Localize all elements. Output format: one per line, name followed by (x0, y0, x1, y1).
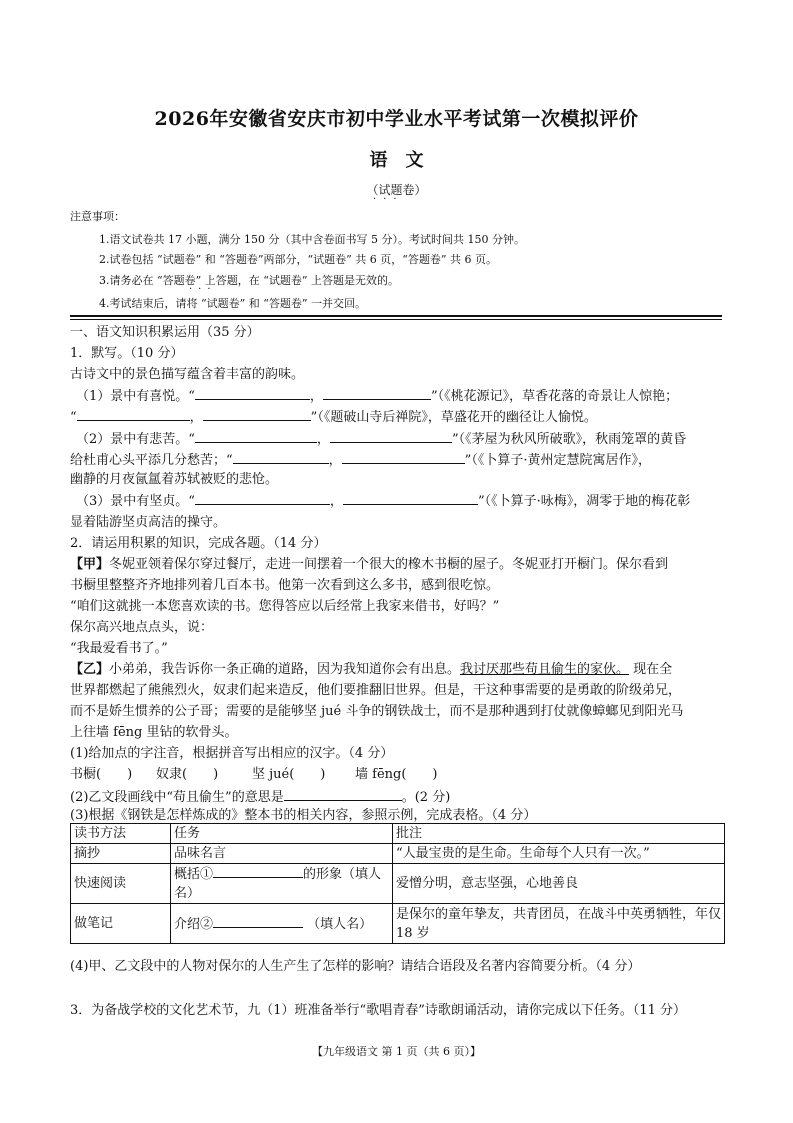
table-row (71, 864, 725, 904)
q1-intro: 古诗文中的景色描写蕴含着丰富的韵味。 (70, 367, 305, 382)
passage-jia-line5: “我最爱看书了。” (70, 641, 168, 656)
answer-blank[interactable] (213, 914, 303, 928)
answer-blank[interactable] (330, 429, 452, 443)
exam-title: 2026年安徽省安庆市初中学业水平考试第一次模拟评价 (154, 108, 639, 130)
q2-sub3: (3)根据《钢铁是怎样炼成的》整本书的相关内容，参照示例，完成表格。（4 分） (70, 808, 537, 823)
table-cell: 品味名言 (171, 844, 393, 864)
volume-emphasis-dots: ··· (373, 194, 404, 205)
answer-blank[interactable] (195, 429, 317, 443)
table-cell: 概括① 的形象（填人 名） (171, 864, 393, 904)
table-cell: 爱憎分明，意志坚强，心地善良 (393, 864, 725, 904)
q2-sub1: (1)给加点的字注音，根据拼音写出相应的汉字。（4 分） (70, 746, 394, 761)
q1-part2-line2: 给杜甫心头平添几分愁苦；“ ， ”（《卜算子·黄州定慧院寓居作》， (70, 449, 651, 468)
answer-blank[interactable] (195, 491, 330, 505)
q2-sub1-item-2[interactable]: 奴隶( ) (156, 767, 219, 782)
answer-blank[interactable] (77, 407, 190, 421)
q2-sub1-item-4[interactable]: 墙 fēng( ) (355, 767, 438, 782)
answer-blank[interactable] (323, 386, 431, 400)
table-cell: 做笔记 (71, 904, 171, 944)
notice-item-2: 2.试卷包括 “试题卷” 和 “答题卷”两部分，“试题卷” 共 6 页，“答题卷” 共 6 页。 (99, 253, 497, 266)
passage-yi-line4: 上往墙 fēng 里钻的软骨头。 (70, 725, 238, 740)
q2-sub4: (4)甲、乙文段中的人物对保尔的人生产生了怎样的影响？请结合语段及名著内容简要分析。（4 分） (70, 959, 641, 974)
answer-blank[interactable] (342, 450, 465, 464)
volume-label: （试题卷） (366, 183, 427, 197)
table-header-cell: 读书方法 (71, 824, 171, 844)
answer-blank[interactable] (343, 491, 478, 505)
q1-part1-line1: （1）景中有喜悦。“ ， ”（《桃花源记》，草香花落的奇景让人惊艳； (76, 385, 678, 404)
reading-methods-table (70, 823, 725, 944)
notice-heading: 注意事项： (70, 210, 125, 223)
q2-sub1-item-3[interactable]: 坚 jué( ) (252, 767, 326, 782)
answer-blank[interactable] (233, 450, 329, 464)
subject-title: 语文 (369, 150, 442, 171)
table-row (71, 904, 725, 944)
section-heading: 一、语文知识积累运用（35 分） (70, 325, 260, 340)
divider-thin (70, 319, 722, 320)
passage-jia-line1: 【甲】冬妮亚领着保尔穿过餐厅，走进一间摆着一个很大的橡木书橱的屋子。冬妮亚打开橱门。保尔看到 (70, 557, 669, 572)
q1-part3-line2: 显着陆游坚贞高洁的操守。 (70, 515, 227, 530)
divider-thick (70, 315, 722, 317)
table-header-cell: 任务 (171, 824, 393, 844)
passage-yi-line2: 世界都燃起了熊熊烈火，奴隶们起来造反，他们要推翻旧世界。但是，干这种事需要的是勇敢的阶级弟兄， (70, 683, 682, 698)
notice-item-1: 1.语文试卷共 17 小题，满分 150 分（其中含卷面书写 5 分）。考试时间共 150 分钟。 (99, 233, 525, 246)
table-cell: “人最宝贵的是生命。生命每个人只有一次。” (393, 844, 725, 864)
q1-part3-line1: （3）景中有坚贞。“ ， ”（《卜算子·咏梅》，凋零于地的梅花彰 (76, 490, 690, 509)
answer-blank[interactable] (195, 386, 310, 400)
passage-jia-line2: 书橱里整整齐齐地排列着几百本书。他第一次看到这么多书，感到很吃惊。 (70, 578, 500, 593)
q1-part1-line2: “ ， ”（《题破山寺后禅院》，草盛花开的幽径让人愉悦。 (70, 406, 597, 425)
answer-blank[interactable] (213, 864, 303, 878)
notice-item-3-dots: ··· (189, 284, 217, 295)
q1-part2-line1: （2）景中有悲苦。“ ， ”（《茅屋为秋风所破歌》，秋雨笼罩的黄昏 (76, 428, 686, 447)
table-header-row (71, 824, 725, 844)
q2-sub1-item-1[interactable]: 书橱( ) (70, 767, 133, 782)
table-cell: 摘抄 (71, 844, 171, 864)
q1-part2-line3: 幽静的月夜氤氲着苏轼被贬的悲怆。 (70, 472, 279, 487)
page-footer: 【九年级语文 第 1 页（共 6 页）】 (312, 1045, 481, 1058)
passage-yi-line1: 【乙】小弟弟，我告诉你一条正确的道路，因为我知道你会有出息。我讨厌那些苟且偷生的家伙。 现在全 (70, 662, 673, 677)
passage-jia-line3: “咱们这就挑一本您喜欢读的书。您得答应以后经常上我家来借书，好吗？” (70, 599, 500, 614)
table-row (71, 844, 725, 864)
q2-title: 2．请运用积累的知识，完成各题。（14 分） (70, 536, 327, 551)
table-cell: 是保尔的童年挚友，共青团员，在战斗中英勇牺牲，年仅 18 岁 (393, 904, 725, 944)
table-cell: 快速阅读 (71, 864, 171, 904)
q2-sub2: (2)乙文段画线中“苟且偷生”的意思是 。(2 分) (70, 786, 450, 805)
notice-item-4: 4.考试结束后，请将 “试题卷” 和 “答题卷” 一并交回。 (99, 297, 366, 310)
passage-jia-line4: 保尔高兴地点点头，说： (70, 620, 214, 635)
underlined-phrase: 我讨厌那些苟且偷生的家伙。 (460, 662, 630, 677)
q3-title: 3．为备战学校的文化艺术节，九（1）班准备举行“歌唱青春”诗歌朗诵活动，请你完成以下任务。（11 分） (70, 1003, 687, 1018)
answer-blank[interactable] (284, 787, 402, 801)
table-header-cell: 批注 (393, 824, 725, 844)
q1-title: 1．默写。（10 分） (70, 346, 184, 361)
passage-yi-line3: 而不是娇生惯养的公子哥；需要的是能够坚 jué 斗争的钢铁战士，而不是那种遇到打仗就像蟑螂见到阳光马 (70, 704, 684, 719)
table-cell: 介绍② （填人名） (171, 904, 393, 944)
notice-item-3: 3.请务必在 “答题卷” 上答题，在 “试题卷” 上答题是无效的。 (99, 274, 399, 287)
answer-blank[interactable] (203, 407, 311, 421)
